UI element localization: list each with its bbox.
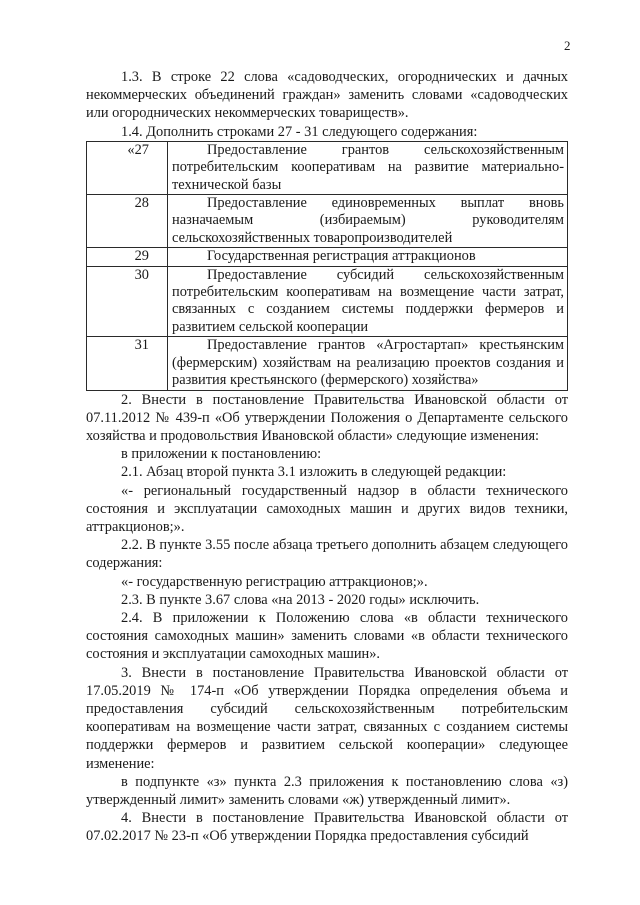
row-text: Предоставление грантов «Агростартап» крестьянским (фермерским) хозяйствам на реализацию проектов создания и развития крестьянского (фермерского) хозяйства»	[168, 337, 568, 390]
paragraph-1-3: 1.3. В строке 22 слова «садоводческих, огороднических и дачных некоммерческих объединений граждан» заменить словами «садоводческих или огороднических некоммерческих товариществ».	[86, 69, 568, 122]
paragraph-2-1: 2.1. Абзац второй пункта 3.1 изложить в следующей редакции:	[121, 464, 507, 481]
paragraph-2-intro: в приложении к постановлению:	[121, 446, 322, 463]
table-row	[87, 266, 568, 337]
document-body	[86, 68, 568, 846]
page-number: 2	[564, 38, 571, 53]
row-number: «27	[87, 141, 168, 194]
paragraph-1-4: 1.4. Дополнить строками 27 - 31 следующего содержания:	[121, 123, 478, 140]
paragraph-3: 3. Внести в постановление Правительства Ивановской области от 17.05.2019 № 174-п «Об утверждении Порядка определения объема и предоставления субсидий сельскохозяйственным потребительским кооперативам на возмещение части затрат, связанных с созданием системы поддержки фермеров и развитием сельской кооперации» следующее изменение:	[86, 664, 568, 772]
table-row	[87, 141, 568, 194]
row-text: Предоставление единовременных выплат вновь назначаемым (избираемым) руководителям сельскохозяйственных товаропроизводителей	[168, 195, 568, 248]
paragraph-3-detail: в подпункте «з» пункта 2.3 приложения к постановлению слова «з) утвержденный лимит» заменить словами «ж) утвержденный лимит».	[86, 773, 568, 808]
paragraph-2-3: 2.3. В пункте 3.67 слова «на 2013 - 2020 годы» исключить.	[121, 591, 480, 608]
amendment-table	[86, 141, 568, 391]
row-text: Государственная регистрация аттракционов	[168, 248, 568, 266]
row-number: 31	[87, 337, 168, 390]
row-text: Предоставление грантов сельскохозяйственным потребительским кооперативам на развитие материально-технической базы	[168, 141, 568, 194]
table-row	[87, 248, 568, 266]
paragraph-2-2: 2.2. В пункте 3.55 после абзаца третьего дополнить абзацем следующего содержания:	[86, 537, 568, 572]
paragraph-2-1-quote: «- региональный государственный надзор в области технического состояния и эксплуатации самоходных машин и других видов техники, аттракционов;».	[86, 482, 568, 535]
paragraph-2: 2. Внести в постановление Правительства Ивановской области от 07.11.2012 № 439-п «Об утверждении Положения о Департаменте сельского хозяйства и продовольствия Ивановской области» следующие изменения:	[86, 391, 568, 444]
paragraph-2-4: 2.4. В приложении к Положению слова «в области технического состояния самоходных машин» заменить словами «в области технического состояния и эксплуатации самоходных машин».	[86, 609, 568, 663]
row-text: Предоставление субсидий сельскохозяйственным потребительским кооперативам на возмещение части затрат, связанных с созданием системы поддержки фермеров и развитием сельской кооперации	[168, 266, 568, 337]
row-number: 28	[87, 195, 168, 248]
paragraph-2-2-quote: «- государственную регистрацию аттракционов;».	[121, 573, 428, 590]
row-number: 29	[87, 248, 168, 266]
paragraph-4: 4. Внести в постановление Правительства Ивановской области от 07.02.2017 № 23-п «Об утверждении Порядка предоставления субсидий	[86, 810, 568, 845]
row-number: 30	[87, 266, 168, 337]
table-row	[87, 337, 568, 390]
table-row	[87, 195, 568, 248]
